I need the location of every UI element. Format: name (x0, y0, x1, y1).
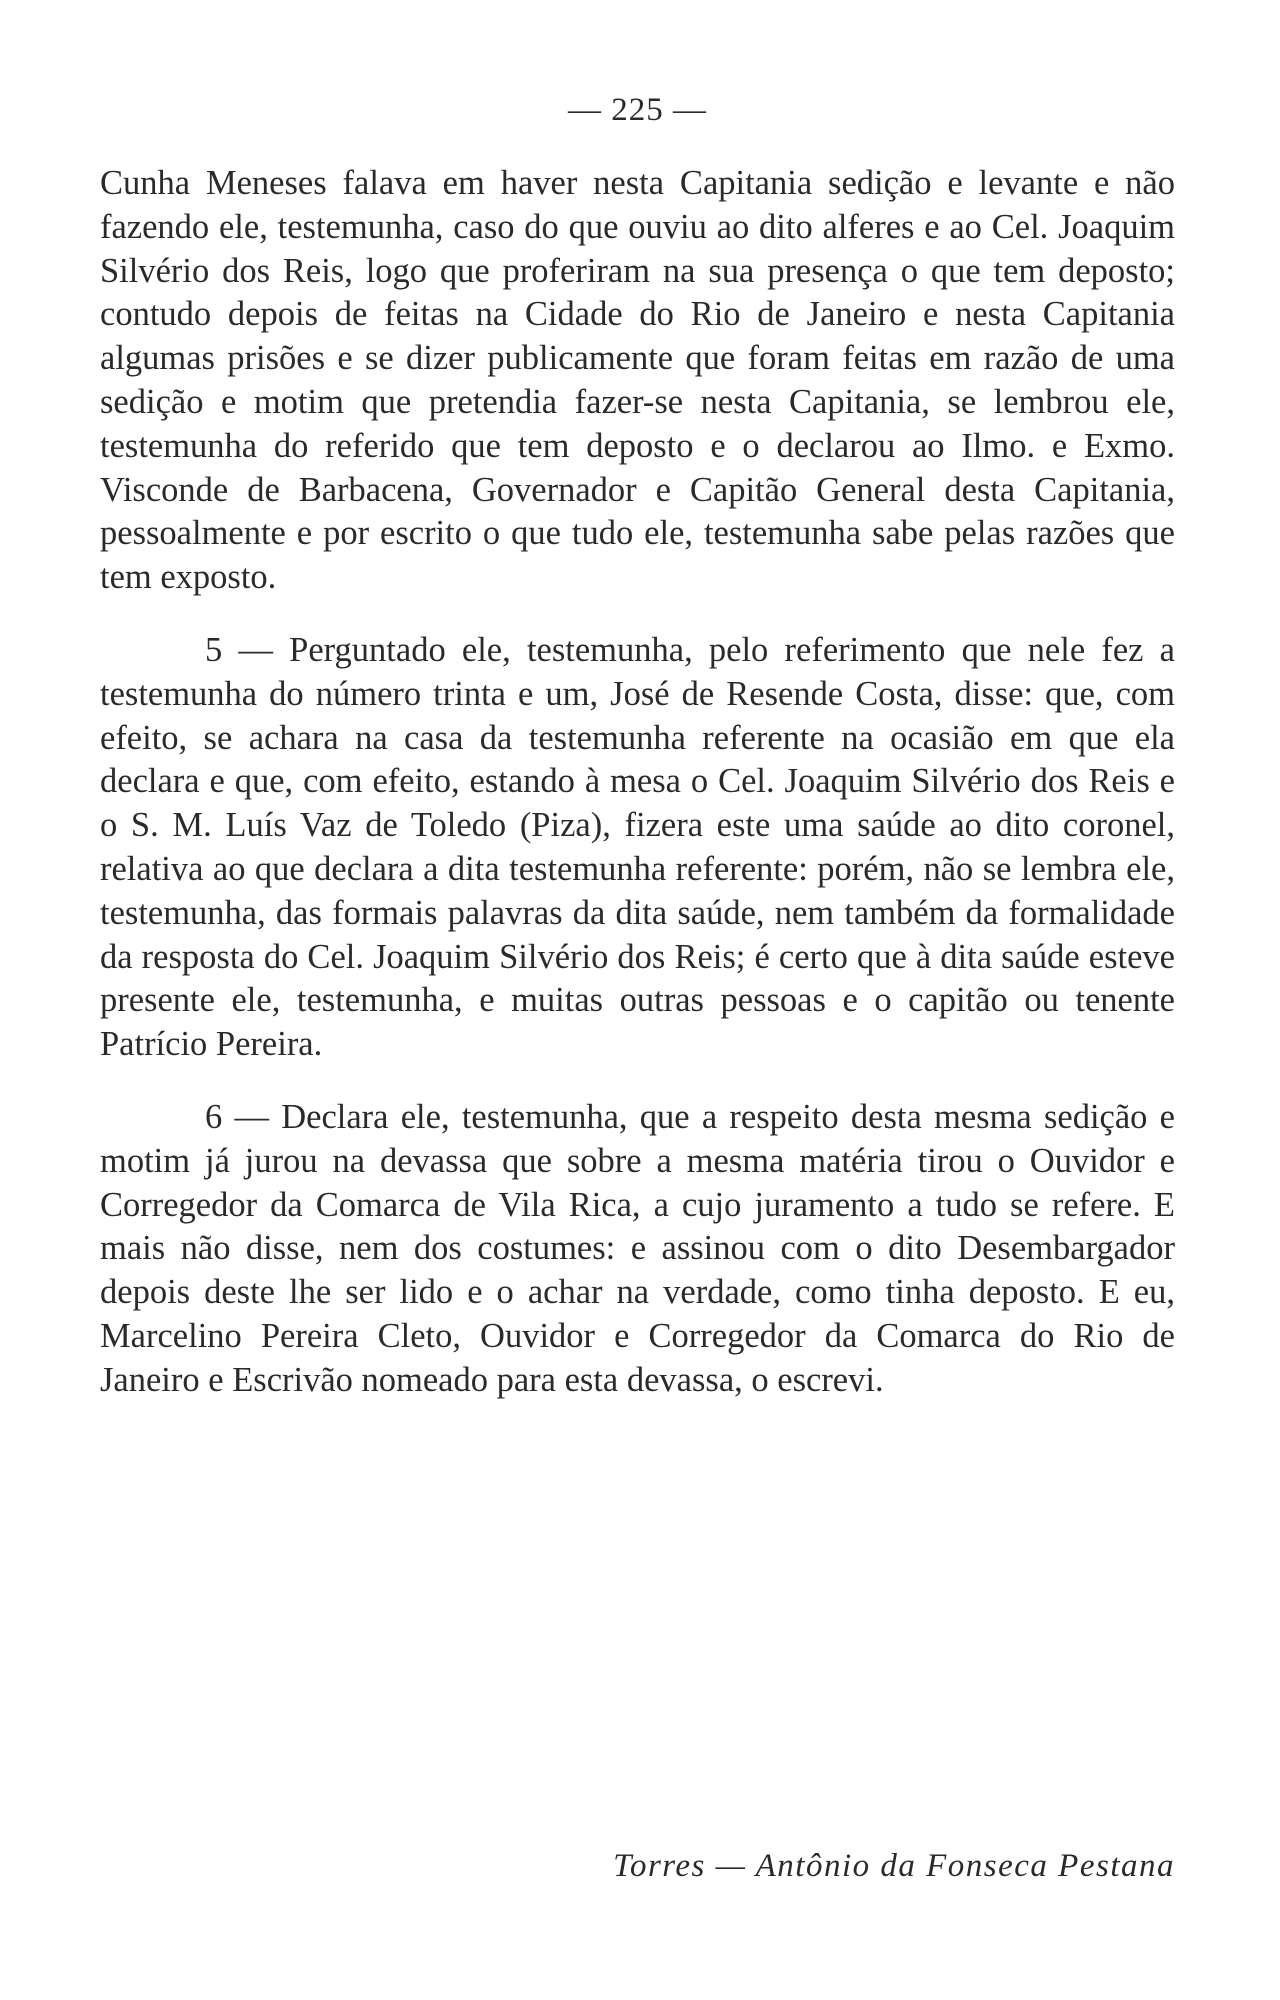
paragraph-continuation: Cunha Meneses falava em haver nesta Capitania sedição e levante e não fazendo ele, testemunha, caso do que ouviu ao dito alferes e ao Cel. Joaquim Silvério dos Reis, logo que proferiram na sua presença o que tem deposto; contudo depois de feitas na Cidade do Rio de Janeiro e nesta Capitania algumas prisões e se dizer publicamente que foram feitas em razão de uma sedição e motim que pretendia fazer-se nesta Capitania, se lembrou ele, testemunha do referido que tem deposto e o declarou ao Ilmo. e Exmo. Visconde de Barbacena, Governador e Capitão General desta Capitania, pessoalmente e por escrito o que tudo ele, testemunha sabe pelas razões que tem exposto. (100, 164, 1175, 597)
body-text (100, 162, 1175, 1403)
paragraph-item-5: 5 — Perguntado ele, testemunha, pelo referimento que nele fez a testemunha do número trinta e um, José de Resende Costa, disse: que, com efeito, se achara na casa da testemunha referente na ocasião em que ela declara e que, com efeito, estando à mesa o Cel. Joaquim Silvério dos Reis e o S. M. Luís Vaz de Toledo (Piza), fizera este uma saúde ao dito coronel, relativa ao que declara a dita testemunha referente: porém, não se lembra ele, testemunha, das formais palavras da dita saúde, nem também da formalidade da resposta do Cel. Joaquim Silvério dos Reis; é certo que à dita saúde esteve presente ele, testemunha, e muitas outras pessoas e o capitão ou tenente Patrício Pereira. (100, 630, 1175, 1064)
page-number: — 225 — (568, 92, 707, 128)
signature-line: Torres — Antônio da Fonseca Pestana (613, 1848, 1175, 1884)
book-page (100, 0, 1175, 2000)
paragraph-item-6: 6 — Declara ele, testemunha, que a respeito desta mesma sedição e motim já jurou na devassa que sobre a mesma matéria tirou o Ouvidor e Corregedor da Comarca de Vila Rica, a cujo juramento a tudo se refere. E mais não disse, nem dos costumes: e assinou com o dito Desembargador depois deste lhe ser lido e o achar na verdade, como tinha deposto. E eu, Marcelino Pereira Cleto, Ouvidor e Corregedor da Comarca do Rio de Janeiro e Escrivão nomeado para esta devassa, o escrevi. (100, 1097, 1175, 1399)
